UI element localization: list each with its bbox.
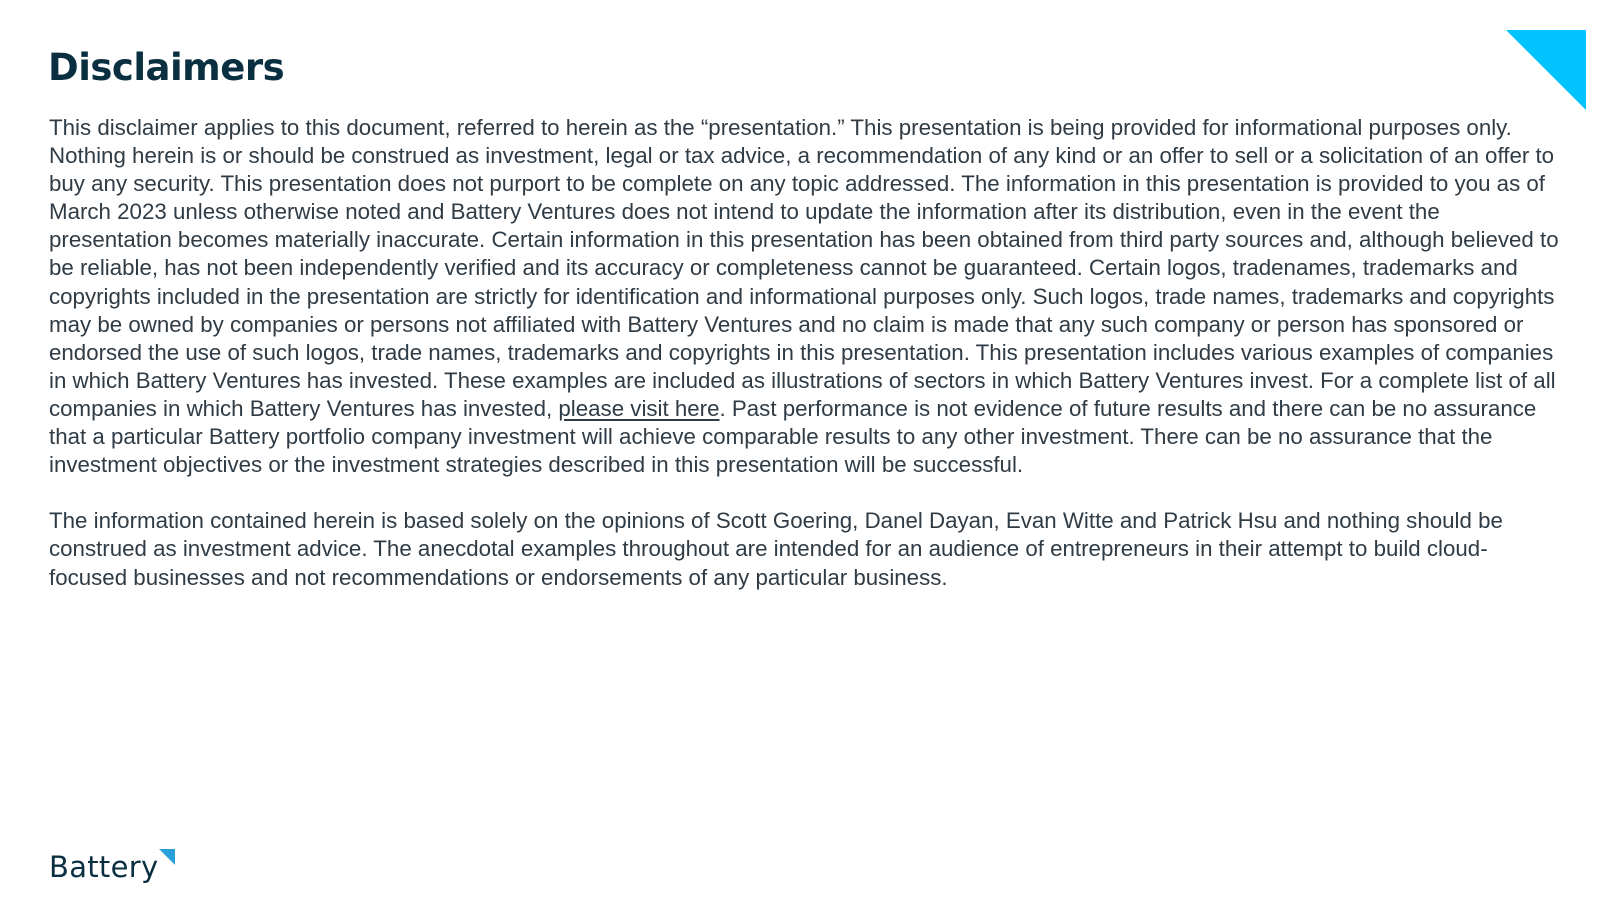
portfolio-link[interactable]: please visit here [558, 395, 720, 421]
disclaimer-paragraph-2: The information contained herein is based solely on the opinions of Scott Goering, Danel Dayan, Evan Witte and Patrick Hsu and nothing should be construed as investment advice. The anecdotal examples throughout are intended for an audience of entrepreneurs in their attempt to build cloud-focused businesses and not recommendations or endorsements of any particular business. [49, 508, 1503, 590]
corner-triangle-icon [1506, 30, 1586, 110]
paragraph-1-text-start: This disclaimer applies to this document, referred to herein as the “presentation.” This presentation is being provided for informational purposes only. Nothing herein is or should be construed as investment, legal or tax advice, a recommendation of any kind or an offer to sell or a solicitation of an offer to buy any security. This presentation does not purport to be complete on any topic addressed. The information in this presentation is provided to you as of March 2023 unless otherwise noted and Battery Ventures does not intend to update the information after its distribution, even in the event the presentation becomes materially inaccurate. Certain information in this presentation has been obtained from third party sources and, although believed to be reliable, has not been independently verified and its accuracy or completeness cannot be guaranteed. Certain logos, tradenames, trademarks and copyrights included in the presentation are strictly for identification and informational purposes only. Such logos, trade names, trademarks and copyrights may be owned by companies or persons not affiliated with Battery Ventures and no claim is made that any such company or person has sponsored or endorsed the use of such logos, trade names, trademarks and copyrights in this presentation. This presentation includes various examples of companies in which Battery Ventures has invested. These examples are included as illustrations of sectors in which Battery Ventures invest. For a complete list of all companies in which Battery Ventures has invested, [49, 115, 1559, 421]
battery-logo-mark-icon [159, 849, 175, 865]
logo-wordmark: Battery [49, 850, 159, 884]
battery-logo [49, 850, 175, 884]
disclaimer-paragraph-1 [49, 114, 1559, 479]
disclaimer-body [49, 114, 1559, 592]
paragraph-1-text-end: . Past performance is not evidence of future results and there can be no assurance that a particular Battery portfolio company investment will achieve comparable results to any other investment. There can be no assurance that the investment objectives or the investment strategies described in this presentation will be successful. [49, 395, 1537, 478]
page-title: Disclaimers [48, 46, 285, 89]
